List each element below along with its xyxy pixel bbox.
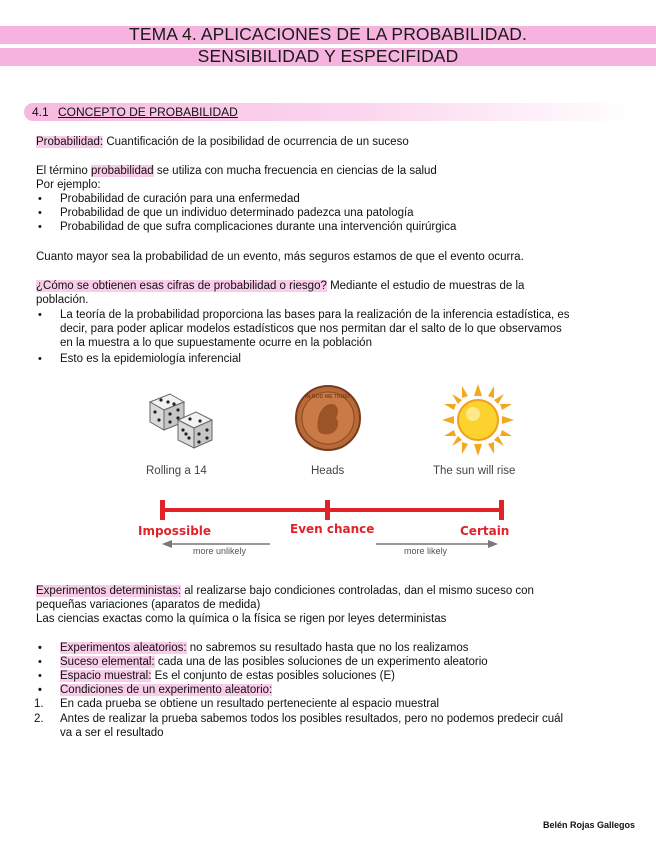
deterministic-line	[36, 584, 534, 598]
section-number: 4.1	[32, 105, 49, 119]
bullet-marker: •	[38, 353, 42, 365]
epidemiology-line: Esto es la epidemiología inferencial	[60, 353, 241, 365]
dice-icon	[144, 388, 216, 452]
random-term: Espacio muestral:	[60, 670, 152, 682]
svg-text:IN GOD WE TRUST: IN GOD WE TRUST	[305, 394, 351, 400]
bullet-marker: •	[38, 221, 42, 233]
random-text: Es el conjunto de estas posibles soluciones (E)	[151, 670, 395, 682]
scale-tick-right	[499, 500, 504, 520]
question-line	[36, 279, 524, 293]
scale-bar	[160, 508, 504, 512]
question-line-2: población.	[36, 294, 89, 306]
scale-impossible: Impossible	[138, 524, 212, 538]
random-text: cada una de las posibles soluciones de un experimento aleatorio	[154, 656, 488, 668]
random-term: Suceso elemental:	[60, 656, 155, 668]
deterministic-term: Experimentos deterministas:	[36, 585, 182, 597]
usage-term: probabilidad	[90, 165, 154, 177]
page-title-line-2: SENSIBILIDAD Y ESPECIFIDAD	[197, 46, 459, 66]
usage-pre: El término	[36, 165, 91, 177]
example-intro: Por ejemplo:	[36, 179, 101, 191]
section-heading	[24, 103, 636, 121]
dice-label: Rolling a 14	[146, 465, 207, 477]
usage-line	[36, 164, 437, 178]
arrow-less-head	[162, 540, 172, 548]
random-term: Condiciones de un experimento aleatorio:	[60, 684, 273, 696]
deterministic-line-3: Las ciencias exactas como la química o la física se rigen por leyes deterministas	[36, 613, 447, 625]
random-item	[60, 641, 468, 655]
section-title: CONCEPTO DE PROBABILIDAD	[58, 105, 238, 119]
deterministic-text: al realizarse bajo condiciones controladas, dan el mismo suceso con	[181, 585, 534, 597]
bullet-marker: •	[38, 642, 42, 654]
usage-post: se utiliza con mucha frecuencia en ciencias de la salud	[153, 165, 437, 177]
scale-certain: Certain	[460, 524, 510, 538]
scale-more-likely: more likely	[404, 546, 448, 556]
definition-text: Cuantificación de la posibilidad de ocurrencia de un suceso	[103, 136, 409, 148]
condition-number: 2.	[34, 713, 44, 725]
coin-label: Heads	[311, 465, 345, 477]
bullet-marker: •	[38, 309, 42, 321]
scale-tick-middle	[325, 500, 330, 520]
condition-item: Antes de realizar la prueba sabemos todos los posibles resultados, pero no podemos predecir cuál	[60, 713, 564, 725]
condition-number: 1.	[34, 698, 44, 710]
coin-icon	[294, 384, 362, 452]
example-item: Probabilidad de que un individuo determinado padezca una patología	[60, 207, 414, 219]
scale-tick-left	[160, 500, 165, 520]
page-title-line-1: TEMA 4. APLICACIONES DE LA PROBABILIDAD.	[129, 24, 527, 44]
random-item	[60, 683, 272, 697]
sun-label: The sun will rise	[433, 465, 516, 477]
summary-text: Cuanto mayor sea la probabilidad de un evento, más seguros estamos de que el evento ocurra.	[36, 251, 524, 263]
deterministic-line-2: pequeñas variaciones (aparatos de medida)	[36, 599, 261, 611]
scale-even-chance: Even chance	[290, 522, 375, 536]
random-term: Experimentos aleatorios:	[60, 642, 187, 654]
condition-item: En cada prueba se obtiene un resultado perteneciente al espacio muestral	[60, 698, 440, 710]
sun-icon	[440, 382, 516, 458]
question-rest: Mediante el estudio de muestras de la	[326, 280, 525, 292]
arrow-more-head	[488, 540, 498, 548]
author-footer: Belén Rojas Gallegos	[543, 820, 636, 830]
bullet-marker: •	[38, 684, 42, 696]
example-item: Probabilidad de que sufra complicaciones durante una intervención quirúrgica	[60, 221, 457, 233]
probability-scale-figure	[130, 380, 530, 560]
bullet-marker: •	[38, 670, 42, 682]
theory-line-2: decir, para poder aplicar modelos estadísticos que nos permitan dar el salto de lo que observamos	[60, 323, 562, 335]
example-item: Probabilidad de curación para una enfermedad	[60, 193, 300, 205]
random-item	[60, 669, 395, 683]
title-band	[0, 22, 656, 68]
theory-line-3: en la muestra a lo que supuestamente ocurre en la población	[60, 337, 372, 349]
condition-item-continued: va a ser el resultado	[60, 727, 164, 739]
bullet-marker: •	[38, 207, 42, 219]
definition-term: Probabilidad:	[36, 136, 104, 148]
definition-line	[36, 135, 409, 149]
scale-less-likely: more unlikely	[193, 546, 247, 556]
random-item	[60, 655, 488, 669]
random-text: no sabremos su resultado hasta que no los realizamos	[186, 642, 469, 654]
theory-line-1: La teoría de la probabilidad proporciona las bases para la realización de la inferencia estadística, es	[60, 309, 570, 321]
bullet-marker: •	[38, 193, 42, 205]
question-highlight: ¿Cómo se obtienen esas cifras de probabilidad o riesgo?	[36, 280, 327, 292]
bullet-marker: •	[38, 656, 42, 668]
